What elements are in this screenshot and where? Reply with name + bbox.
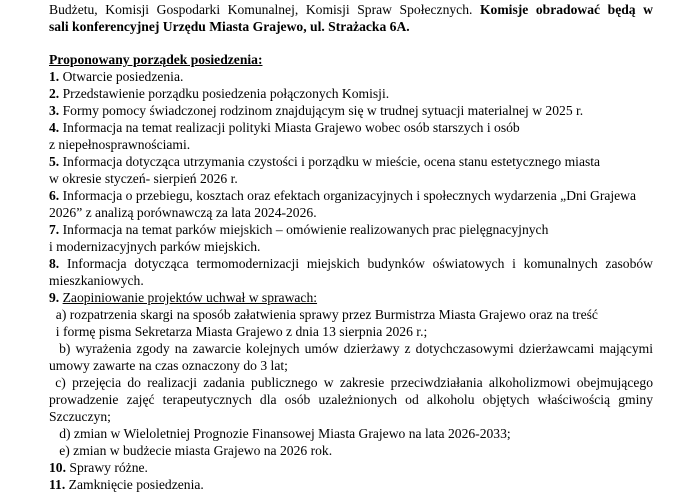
- intro-text: Budżetu, Komisji Gospodarki Komunalnej, Komisji Spraw Społecznych.: [49, 2, 480, 17]
- agenda-item-10: [49, 459, 653, 476]
- agenda-item-2: [49, 85, 653, 102]
- item-number: 6.: [49, 188, 60, 203]
- intro-line-2: sali konferencyjnej Urzędu Miasta Grajewo, ul. Strażacka 6A.: [49, 19, 410, 34]
- intro-line-1: [49, 1, 653, 18]
- item-number: 1.: [49, 69, 60, 84]
- item-text: Otwarcie posiedzenia.: [62, 69, 184, 84]
- subitem-b-text: b) wyrażenia zgody na zawarcie kolejnych umów dzierżawy z dotychczasowymi dzierżawcami mającymi: [49, 341, 653, 356]
- subitem-b: [49, 340, 653, 357]
- agenda-item-7-cont: i modernizacyjnych parków miejskich.: [49, 239, 261, 254]
- subitem-b-cont: umowy zawarte na czas oznaczony do 3 lat;: [49, 358, 288, 373]
- item-number: 10.: [49, 460, 66, 475]
- item-number: 5.: [49, 154, 60, 169]
- subitem-c-cont: [49, 391, 653, 408]
- subitem-a: a) rozpatrzenia skargi na sposób załatwienia sprawy przez Burmistrza Miasta Grajewo oraz na treść: [49, 307, 598, 322]
- agenda-item-11: [49, 476, 653, 493]
- subitem-a-cont: i formę pisma Sekretarza Miasta Grajewo z dnia 13 sierpnia 2026 r.;: [49, 324, 428, 339]
- subitem-c-cont-2: Szczuczyn;: [49, 409, 111, 424]
- subitem-c: [49, 374, 653, 391]
- item-text: Sprawy różne.: [69, 460, 148, 475]
- subitem-c-text-2: prowadzenie zajęć terapeutycznych dla osób uzależnionych od alkoholu objętych właściwością gminy: [49, 392, 653, 407]
- item-text: Przedstawienie porządku posiedzenia połączonych Komisji.: [62, 86, 390, 101]
- item-number: 9.: [49, 290, 60, 305]
- agenda-item-5-cont: w okresie styczeń- sierpień 2026 r.: [49, 171, 238, 186]
- item-text: Informacja dotycząca termomodernizacji miejskich budynków oświatowych i komunalnych zasobów: [66, 256, 653, 271]
- agenda-item-6-cont: 2026” z analizą porównawczą za lata 2024-2026.: [49, 205, 317, 220]
- subitem-e: e) zmian w budżecie miasta Grajewo na 2026 rok.: [49, 443, 333, 458]
- item-number: 4.: [49, 120, 60, 135]
- subitem-c-text: c) przejęcia do realizacji zadania publicznego w zakresie przeciwdziałania alkoholizmowi obejmującego: [49, 375, 653, 390]
- agenda-item-5: [49, 153, 653, 170]
- item-text: Informacja na temat parków miejskich – omówienie realizowanych prac pielęgnacyjnych: [62, 222, 549, 237]
- item-text: Zaopiniowanie projektów uchwał w sprawach:: [62, 290, 318, 305]
- agenda-item-4: [49, 119, 653, 136]
- item-text: Zamknięcie posiedzenia.: [68, 477, 204, 492]
- agenda-item-4-cont: z niepełnosprawnościami.: [49, 137, 191, 152]
- agenda-heading: Proponowany porządek posiedzenia:: [49, 52, 263, 67]
- agenda-item-6: [49, 187, 653, 204]
- agenda-item-7: [49, 221, 653, 238]
- item-text: Informacja o przebiegu, kosztach oraz efektach organizacyjnych i społecznych wydarzenia „Dni Grajewa: [62, 188, 637, 203]
- item-number: 7.: [49, 222, 60, 237]
- item-number: 8.: [49, 256, 60, 271]
- item-number: 2.: [49, 86, 60, 101]
- agenda-item-8: [49, 255, 653, 272]
- item-text: Informacja na temat realizacji polityki Miasta Grajewo wobec osób starszych i osób: [62, 120, 520, 135]
- agenda-item-1: [49, 68, 653, 85]
- agenda-item-8-cont: mieszkaniowych.: [49, 273, 144, 288]
- agenda-item-3: [49, 102, 653, 119]
- item-number: 3.: [49, 103, 60, 118]
- item-number: 11.: [49, 477, 66, 492]
- intro-bold-text: Komisje obradować będą w: [479, 2, 653, 17]
- agenda-item-9: [49, 289, 653, 306]
- item-text: Informacja dotycząca utrzymania czystości i porządku w mieście, ocena stanu estetycznego miasta: [62, 154, 601, 169]
- subitem-d: d) zmian w Wieloletniej Prognozie Finansowej Miasta Grajewo na lata 2026-2033;: [49, 426, 511, 441]
- item-text: Formy pomocy świadczonej rodzinom znajdującym się w trudnej sytuacji materialnej w 2025 r.: [62, 103, 584, 118]
